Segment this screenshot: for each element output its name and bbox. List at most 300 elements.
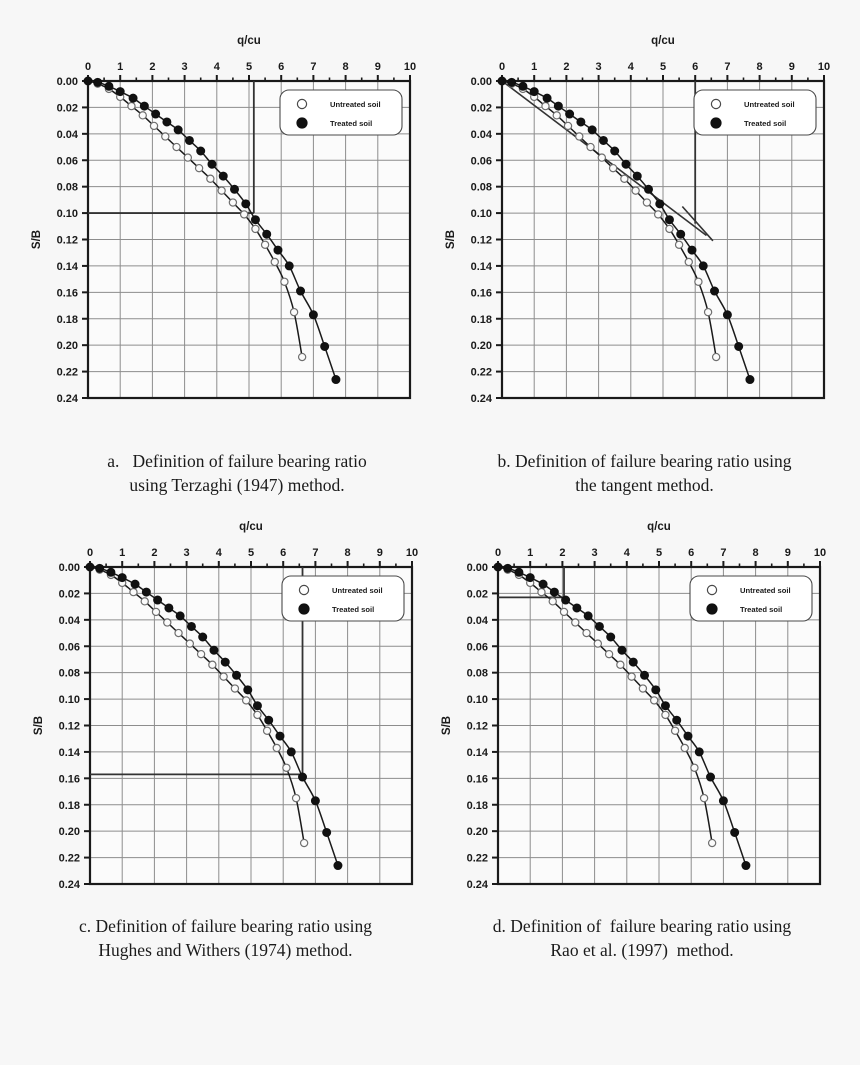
x-tick-label: 0 [86, 547, 94, 559]
data-point-treated [199, 633, 207, 641]
data-point-treated [265, 716, 273, 724]
data-point-treated [208, 160, 216, 168]
y-tick-label: 0.12 [56, 234, 78, 247]
data-point-treated [695, 748, 703, 756]
caption-c-line-2: Hughes and Withers (1974) method. [98, 939, 353, 960]
data-point-untreated [691, 764, 698, 771]
data-point-treated [299, 773, 307, 781]
data-point-untreated [207, 175, 214, 182]
chart-a [18, 22, 438, 414]
caption-d-line-1: d. Definition of failure bearing ratio using [492, 916, 792, 936]
data-point-treated [573, 604, 581, 612]
y-tick-label: 0.14 [58, 746, 80, 759]
data-point-treated [661, 702, 669, 710]
data-point-untreated [290, 309, 297, 316]
data-point-untreated [676, 241, 683, 248]
data-point-treated [118, 574, 126, 582]
data-point-treated [86, 563, 94, 571]
data-point-treated [242, 200, 250, 208]
data-point-treated [84, 77, 92, 85]
x-tick-label: 10 [403, 61, 417, 73]
x-tick-label: 0 [84, 61, 92, 73]
x-tick-label: 6 [692, 61, 699, 73]
data-point-treated [677, 230, 685, 238]
chart-svg-d [428, 508, 848, 900]
data-point-untreated [655, 211, 662, 218]
data-point-untreated [572, 619, 579, 626]
x-tick-label: 9 [788, 61, 795, 73]
data-point-treated [543, 94, 551, 102]
data-point-treated [584, 612, 592, 620]
data-point-untreated [538, 589, 545, 596]
y-axis-title-a: S/B [31, 229, 43, 250]
data-point-treated [539, 580, 547, 588]
legend-marker-untreated [707, 585, 716, 594]
data-point-untreated [662, 711, 669, 718]
x-tick-label: 5 [655, 547, 663, 559]
y-tick-label: 0.12 [58, 720, 80, 733]
legend-box [694, 90, 816, 135]
data-point-treated [251, 216, 259, 224]
data-point-treated [711, 287, 719, 295]
caption-a [42, 450, 432, 497]
caption-d [432, 915, 852, 962]
data-point-untreated [262, 241, 269, 248]
x-tick-label: 0 [494, 547, 502, 559]
y-tick-label: 0.00 [466, 562, 488, 574]
data-point-untreated [252, 225, 259, 232]
legend-label-untreated: Untreated soil [740, 586, 791, 595]
data-point-untreated [130, 589, 137, 596]
y-tick-label: 0.06 [58, 641, 80, 654]
x-tick-label: 8 [342, 61, 349, 73]
data-point-treated [504, 564, 512, 572]
x-tick-label: 9 [376, 547, 383, 559]
data-point-treated [152, 110, 160, 118]
x-axis-title-c: q/cu [239, 521, 263, 533]
data-point-treated [641, 671, 649, 679]
data-point-untreated [695, 278, 702, 285]
data-point-untreated [197, 651, 204, 658]
legend-marker-untreated [297, 99, 306, 108]
y-axis-title-b: S/B [445, 229, 457, 250]
x-tick-label: 6 [278, 61, 285, 73]
data-point-untreated [229, 199, 236, 206]
data-point-treated [645, 185, 653, 193]
x-tick-label: 6 [280, 547, 287, 559]
data-point-treated [94, 78, 102, 86]
x-tick-label: 8 [344, 547, 351, 559]
x-tick-label: 0 [498, 61, 506, 73]
panel-b [432, 22, 852, 412]
chart-b [432, 22, 852, 414]
data-point-untreated [672, 727, 679, 734]
data-point-untreated [628, 673, 635, 680]
caption-c [18, 915, 433, 962]
data-point-untreated [549, 598, 556, 605]
data-point-untreated [560, 608, 567, 615]
legend-label-treated: Treated soil [744, 119, 787, 128]
data-point-treated [131, 580, 139, 588]
legend-label-untreated: Untreated soil [744, 100, 795, 109]
y-tick-label: 0.22 [470, 366, 492, 379]
y-tick-label: 0.10 [56, 208, 78, 221]
legend-a [280, 90, 402, 135]
x-tick-label: 7 [720, 547, 727, 559]
data-point-untreated [643, 199, 650, 206]
y-tick-label: 0.22 [466, 852, 488, 865]
data-point-untreated [195, 165, 202, 172]
data-point-treated [231, 185, 239, 193]
y-tick-label: 0.18 [56, 313, 78, 326]
y-tick-label: 0.00 [58, 562, 80, 574]
x-tick-label: 7 [310, 61, 317, 73]
x-tick-label: 2 [563, 61, 570, 73]
legend-label-untreated: Untreated soil [332, 586, 383, 595]
data-point-treated [105, 82, 113, 90]
data-point-untreated [139, 112, 146, 119]
data-point-treated [323, 828, 331, 836]
data-point-untreated [141, 598, 148, 605]
y-tick-label: 0.20 [470, 340, 492, 353]
data-point-untreated [621, 175, 628, 182]
data-point-treated [309, 311, 317, 319]
x-tick-label: 5 [245, 61, 253, 73]
y-tick-label: 0.16 [470, 287, 492, 300]
y-tick-label: 0.04 [466, 614, 488, 627]
data-point-treated [185, 136, 193, 144]
data-point-untreated [162, 133, 169, 140]
y-tick-label: 0.04 [58, 614, 80, 627]
data-point-untreated [681, 744, 688, 751]
data-point-treated [519, 82, 527, 90]
data-point-treated [530, 88, 538, 96]
y-tick-label: 0.18 [58, 799, 80, 812]
y-tick-label: 0.16 [58, 773, 80, 786]
y-tick-label: 0.06 [470, 155, 492, 168]
x-tick-label: 2 [149, 61, 156, 73]
y-tick-label: 0.02 [470, 102, 492, 115]
data-point-treated [731, 828, 739, 836]
x-axis-title-d: q/cu [647, 521, 671, 533]
data-point-treated [515, 568, 523, 576]
data-point-treated [321, 342, 329, 350]
chart-c [20, 508, 440, 900]
y-tick-label: 0.24 [466, 879, 488, 891]
data-point-treated [276, 732, 284, 740]
data-point-untreated [564, 122, 571, 129]
x-tick-label: 10 [813, 547, 827, 559]
data-point-untreated [281, 278, 288, 285]
y-tick-label: 0.24 [58, 879, 80, 891]
data-point-untreated [254, 711, 261, 718]
y-tick-label: 0.18 [466, 799, 488, 812]
x-tick-label: 1 [527, 547, 534, 559]
y-tick-label: 0.20 [56, 340, 78, 353]
data-point-untreated [617, 661, 624, 668]
data-point-untreated [150, 122, 157, 129]
y-tick-label: 0.22 [58, 852, 80, 865]
data-point-treated [566, 110, 574, 118]
legend-marker-treated [299, 604, 309, 614]
y-tick-label: 0.06 [466, 641, 488, 654]
data-point-untreated [576, 133, 583, 140]
legend-marker-untreated [299, 585, 308, 594]
data-point-treated [611, 147, 619, 155]
legend-label-treated: Treated soil [740, 605, 783, 614]
y-tick-label: 0.04 [470, 128, 492, 141]
y-tick-label: 0.16 [56, 287, 78, 300]
x-tick-label: 9 [374, 61, 381, 73]
x-tick-label: 9 [784, 547, 791, 559]
panel-a [18, 22, 438, 412]
data-point-untreated [231, 685, 238, 692]
data-point-untreated [594, 640, 601, 647]
x-tick-label: 10 [405, 547, 419, 559]
caption-c-line-1: c. Definition of failure bearing ratio using [78, 916, 373, 936]
data-point-untreated [271, 258, 278, 265]
data-point-untreated [264, 727, 271, 734]
legend-marker-treated [297, 118, 307, 128]
data-point-treated [334, 862, 342, 870]
data-point-untreated [273, 744, 280, 751]
data-point-treated [656, 200, 664, 208]
x-tick-label: 1 [119, 547, 126, 559]
caption-b-line-2: the tangent method. [575, 474, 714, 495]
data-point-treated [526, 574, 534, 582]
data-point-untreated [639, 685, 646, 692]
caption-a-line-1: a. Definition of failure bearing ratio [107, 451, 367, 471]
data-point-untreated [704, 309, 711, 316]
data-point-treated [684, 732, 692, 740]
data-point-treated [633, 172, 641, 180]
data-point-treated [618, 646, 626, 654]
data-point-untreated [583, 629, 590, 636]
data-point-treated [244, 686, 252, 694]
legend-b [694, 90, 816, 135]
data-point-treated [577, 118, 585, 126]
y-tick-label: 0.02 [56, 102, 78, 115]
data-point-treated [699, 262, 707, 270]
data-point-treated [599, 136, 607, 144]
data-point-treated [219, 172, 227, 180]
data-point-treated [607, 633, 615, 641]
y-tick-label: 0.00 [56, 76, 78, 88]
x-axis-title-b: q/cu [651, 35, 675, 47]
data-point-treated [154, 596, 162, 604]
x-tick-label: 6 [688, 547, 695, 559]
data-point-untreated [218, 187, 225, 194]
y-axis-title-d: S/B [441, 715, 453, 736]
data-point-untreated [651, 697, 658, 704]
data-point-treated [652, 686, 660, 694]
data-point-treated [508, 78, 516, 86]
y-tick-label: 0.06 [56, 155, 78, 168]
x-tick-label: 5 [247, 547, 255, 559]
data-point-untreated [713, 353, 720, 360]
data-point-treated [707, 773, 715, 781]
data-point-treated [116, 88, 124, 96]
panel-c [20, 508, 440, 898]
data-point-untreated [598, 154, 605, 161]
y-tick-label: 0.10 [58, 694, 80, 707]
y-tick-label: 0.18 [470, 313, 492, 326]
y-tick-label: 0.14 [470, 260, 492, 273]
data-point-treated [287, 748, 295, 756]
y-axis-title-c: S/B [33, 715, 45, 736]
y-tick-label: 0.08 [58, 667, 80, 680]
x-tick-label: 4 [213, 61, 220, 73]
y-tick-label: 0.02 [58, 588, 80, 601]
x-tick-label: 3 [183, 547, 190, 559]
data-point-treated [129, 94, 137, 102]
legend-marker-untreated [711, 99, 720, 108]
data-point-treated [253, 702, 261, 710]
legend-c [282, 576, 404, 621]
data-point-untreated [175, 629, 182, 636]
data-point-treated [187, 622, 195, 630]
chart-svg-c [20, 508, 440, 900]
data-point-treated [622, 160, 630, 168]
y-tick-label: 0.24 [470, 393, 492, 405]
y-tick-label: 0.12 [466, 720, 488, 733]
x-tick-label: 7 [724, 61, 731, 73]
data-point-treated [96, 564, 104, 572]
y-tick-label: 0.16 [466, 773, 488, 786]
x-tick-label: 2 [151, 547, 158, 559]
data-point-treated [107, 568, 115, 576]
y-tick-label: 0.10 [470, 208, 492, 221]
data-point-treated [165, 604, 173, 612]
data-point-treated [494, 563, 502, 571]
y-tick-label: 0.02 [466, 588, 488, 601]
data-point-untreated [128, 103, 135, 110]
caption-d-line-2: Rao et al. (1997) method. [550, 939, 734, 960]
chart-d [428, 508, 848, 900]
data-point-untreated [152, 608, 159, 615]
y-tick-label: 0.08 [470, 181, 492, 194]
data-point-untreated [243, 697, 250, 704]
y-tick-label: 0.14 [466, 746, 488, 759]
data-point-untreated [605, 651, 612, 658]
x-tick-label: 3 [591, 547, 598, 559]
data-point-treated [163, 118, 171, 126]
data-point-treated [719, 797, 727, 805]
data-point-untreated [283, 764, 290, 771]
x-tick-label: 5 [659, 61, 667, 73]
legend-label-treated: Treated soil [332, 605, 375, 614]
data-point-treated [332, 376, 340, 384]
panel-d [428, 508, 853, 898]
data-point-treated [550, 588, 558, 596]
data-point-untreated [685, 258, 692, 265]
data-point-untreated [299, 353, 306, 360]
data-point-treated [595, 622, 603, 630]
chart-svg-b [432, 22, 852, 414]
data-point-treated [554, 102, 562, 110]
y-tick-label: 0.22 [56, 366, 78, 379]
y-tick-label: 0.00 [470, 76, 492, 88]
legend-marker-treated [707, 604, 717, 614]
data-point-untreated [209, 661, 216, 668]
data-point-treated [735, 342, 743, 350]
x-tick-label: 3 [595, 61, 602, 73]
data-point-treated [197, 147, 205, 155]
data-point-treated [665, 216, 673, 224]
y-tick-label: 0.04 [56, 128, 78, 141]
legend-d [690, 576, 812, 621]
y-tick-label: 0.12 [470, 234, 492, 247]
legend-label-untreated: Untreated soil [330, 100, 381, 109]
y-tick-label: 0.14 [56, 260, 78, 273]
x-tick-label: 1 [117, 61, 124, 73]
x-axis-title-a: q/cu [237, 35, 261, 47]
data-point-treated [142, 588, 150, 596]
data-point-untreated [164, 619, 171, 626]
x-tick-label: 3 [181, 61, 188, 73]
x-tick-label: 4 [215, 547, 222, 559]
data-point-untreated [292, 795, 299, 802]
data-point-untreated [184, 154, 191, 161]
data-point-treated [297, 287, 305, 295]
data-point-treated [221, 658, 229, 666]
y-tick-label: 0.20 [466, 826, 488, 839]
data-point-treated [629, 658, 637, 666]
legend-marker-treated [711, 118, 721, 128]
y-tick-label: 0.08 [56, 181, 78, 194]
data-point-untreated [186, 640, 193, 647]
chart-svg-a [18, 22, 438, 414]
data-point-untreated [542, 103, 549, 110]
data-point-treated [174, 126, 182, 134]
x-tick-label: 8 [752, 547, 759, 559]
data-point-treated [562, 596, 570, 604]
legend-label-treated: Treated soil [330, 119, 373, 128]
data-point-treated [285, 262, 293, 270]
data-point-untreated [632, 187, 639, 194]
data-point-untreated [609, 165, 616, 172]
data-point-treated [588, 126, 596, 134]
legend-box [280, 90, 402, 135]
data-point-untreated [553, 112, 560, 119]
data-point-treated [688, 246, 696, 254]
x-tick-label: 1 [531, 61, 538, 73]
data-point-treated [673, 716, 681, 724]
data-point-untreated [666, 225, 673, 232]
x-tick-label: 8 [756, 61, 763, 73]
caption-b-line-1: b. Definition of failure bearing ratio using [497, 451, 792, 471]
data-point-untreated [700, 795, 707, 802]
data-point-treated [311, 797, 319, 805]
data-point-treated [210, 646, 218, 654]
caption-b [437, 450, 852, 497]
legend-box [282, 576, 404, 621]
data-point-untreated [709, 839, 716, 846]
y-tick-label: 0.08 [466, 667, 488, 680]
data-point-untreated [173, 143, 180, 150]
y-tick-label: 0.10 [466, 694, 488, 707]
caption-a-line-2: using Terzaghi (1947) method. [129, 474, 345, 495]
legend-box [690, 576, 812, 621]
x-tick-label: 7 [312, 547, 319, 559]
data-point-treated [233, 671, 241, 679]
data-point-untreated [301, 839, 308, 846]
data-point-treated [723, 311, 731, 319]
data-point-treated [274, 246, 282, 254]
x-tick-label: 10 [817, 61, 831, 73]
data-point-treated [742, 862, 750, 870]
y-tick-label: 0.20 [58, 826, 80, 839]
